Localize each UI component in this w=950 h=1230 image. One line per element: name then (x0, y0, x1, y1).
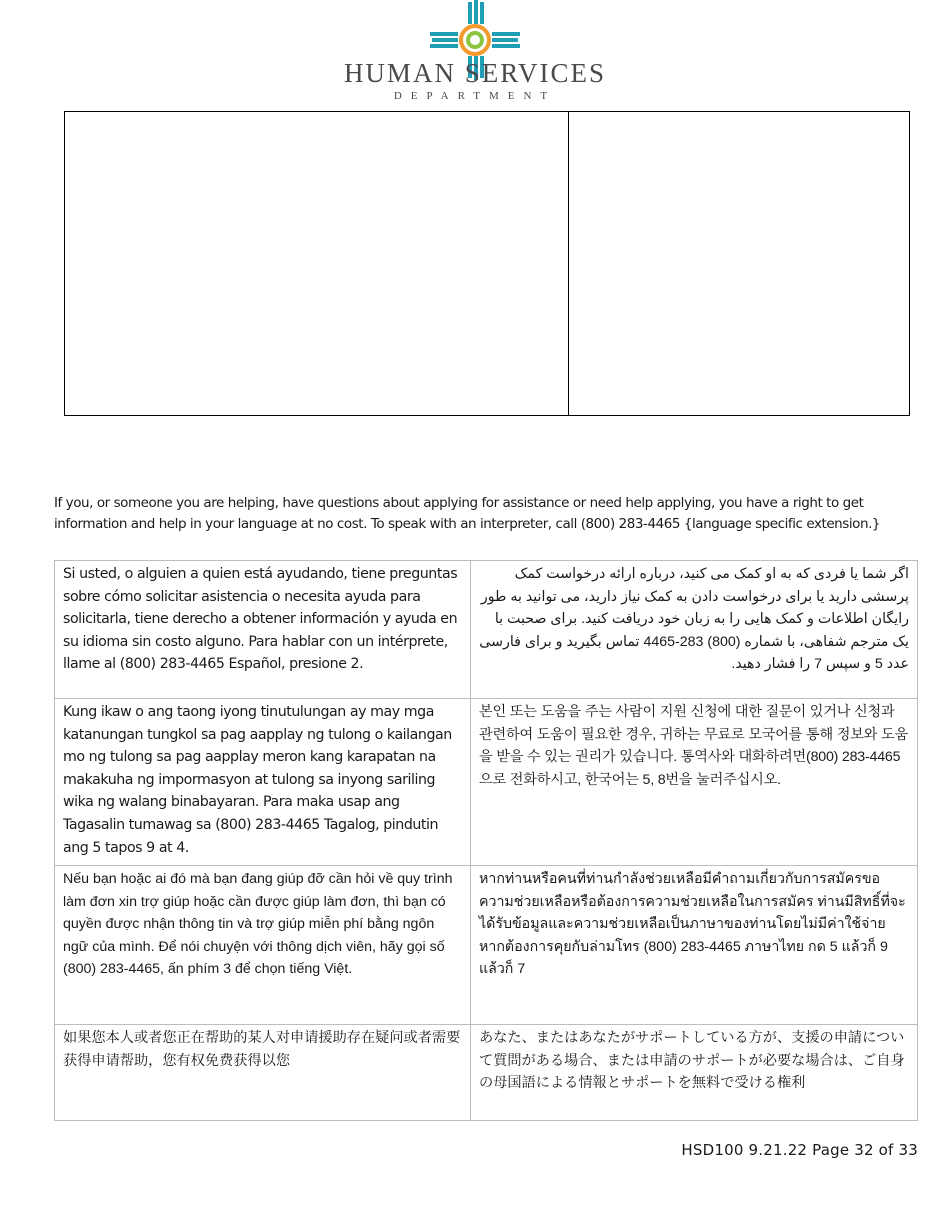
language-assistance-table (54, 560, 918, 1121)
korean-notice: 본인 또는 도움을 주는 사람이 지원 신청에 대한 질문이 있거나 신청과 관련하여 도움이 필요한 경우, 귀하는 무료로 모국어를 통해 정보와 도움을 받을 수 있는 권리가 있습니다. 통역사와 대화하려면(800) 283-4465으로 전화하시고, 한국어는 5, 8번을 눌러주십시오. (471, 699, 918, 866)
table-row (55, 561, 918, 699)
logo-title: HUMAN SERVICES (343, 58, 607, 88)
japanese-notice: あなた、またはあなたがサポートしている方が、支援の申請について質問がある場合、または申請のサポートが必要な場合は、ご自身の母国語による情報とサポートを無料で受ける権利 (471, 1025, 918, 1121)
spanish-notice: Si usted, o alguien a quien está ayudando, tiene preguntas sobre cómo solicitar asistencia o necesita ayuda para solicitarla, tiene derecho a obtener información y ayuda en su idioma sin costo alguno. Para hablar con un intérprete, llame al (800) 283-4465 Español, presione 2. (55, 561, 471, 699)
page-footer: HSD100 9.21.22 Page 32 of 33 (681, 1141, 918, 1159)
table-row (55, 699, 918, 866)
table-row (55, 1025, 918, 1121)
blank-signature-table (64, 111, 910, 416)
logo-subtitle: DEPARTMENT (393, 90, 557, 102)
chinese-notice: 如果您本人或者您正在帮助的某人对申请援助存在疑问或者需要获得申请帮助，您有权免费获得以您 (55, 1025, 471, 1121)
intro-paragraph: If you, or someone you are helping, have questions about applying for assistance or need help applying, you have a right to get information and help in your language at no cost. To speak with an interpreter, call (800) 283-4465 {language specific extension.} (54, 495, 881, 532)
table-row (55, 866, 918, 1025)
vietnamese-notice: Nếu bạn hoặc ai đó mà bạn đang giúp đỡ cần hỏi về quy trình làm đơn xin trợ giúp hoặc cần được giúp làm đơn, thì bạn có quyền được nhận thông tin và trợ giúp miễn phí bằng ngôn ngữ của mình. Để nói chuyện với thông dịch viên, hãy gọi số (800) 283-4465, ấn phím 3 để chọn tiếng Việt. (55, 866, 471, 1025)
farsi-notice: اگر شما یا فردی که به او کمک می کنید، درباره ارائه درخواست کمک پرسشی دارید یا برای درخواست دادن به کمک نیاز دارید، می توانید به طور رایگان اطلاعات و کمک هایی را به زبان خود دریافت کنید. برای صحبت با یک مترجم شفاهی، با شماره (800) 283-4465 تماس بگیرید و برای فارسی عدد 5 و سپس 7 را فشار دهید. (471, 561, 918, 699)
thai-notice: หากท่านหรือคนที่ท่านกำลังช่วยเหลือมีคำถามเกี่ยวกับการสมัครขอความช่วยเหลือหรือต้องการความช่วยเหลือในการสมัคร ท่านมีสิทธิ์ที่จะได้รับข้อมูลและความช่วยเหลือเป็นภาษาของท่านโดยไม่มีค่าใช้จ่าย หากต้องการคุยกับล่ามโทร (800) 283-4465 ภาษาไทย กด 5 แล้วก็ 9 แล้วก็ 7 (471, 866, 918, 1025)
tagalog-notice: Kung ikaw o ang taong iyong tinutulungan ay may mga katanungan tungkol sa pag aapplay ng tulong o kailangan mo ng tulong sa pag aapplay meron kang karapatan na makakuha ng impormasyon at tulong sa inyong sariling wika ng walang binabayaran. Para maka usap ang Tagasalin tumawag sa (800) 283-4465 Tagalog, pindutin ang 5 tapos 9 at 4. (55, 699, 471, 866)
table-divider (568, 112, 569, 415)
hsd-logo (320, 0, 630, 106)
